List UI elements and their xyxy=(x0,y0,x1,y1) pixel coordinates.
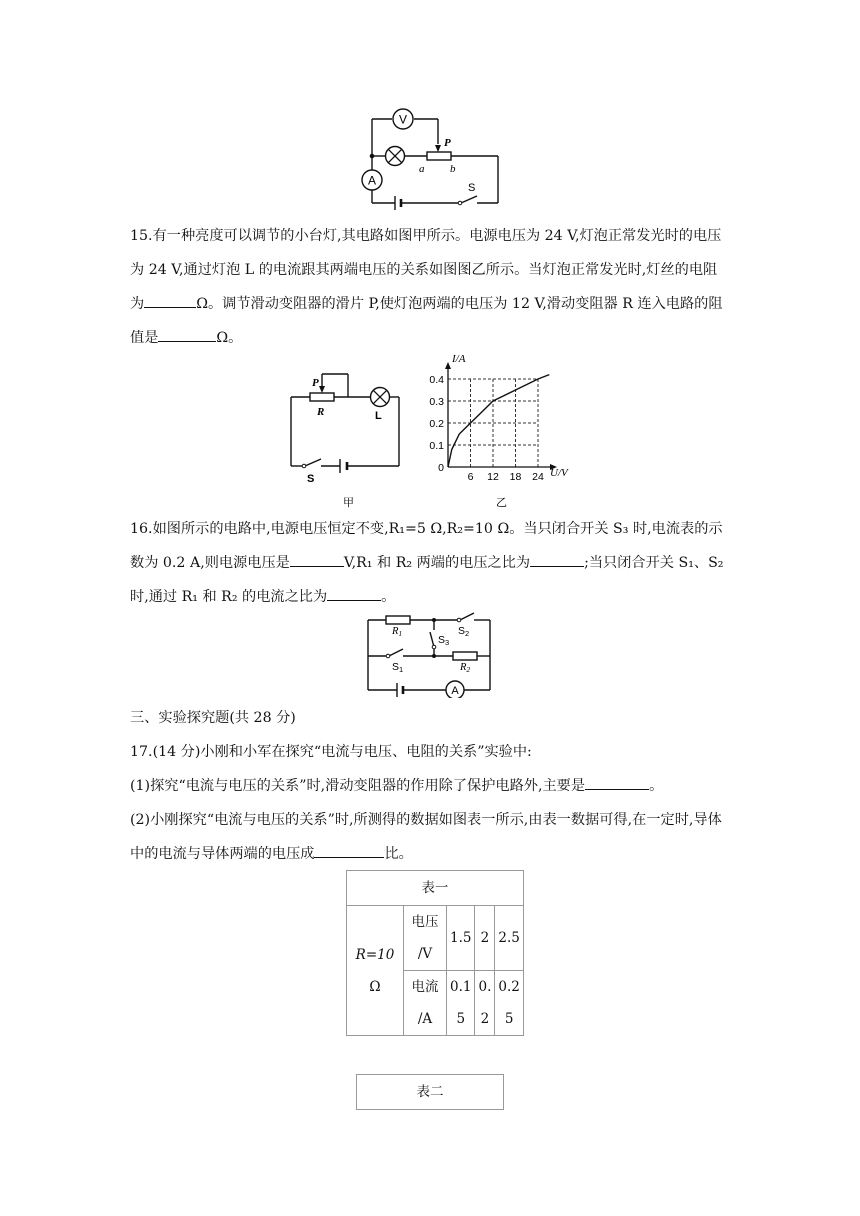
voltmeter-icon xyxy=(393,109,413,129)
svg-text:S: S xyxy=(468,182,476,194)
answer-blank[interactable] xyxy=(327,586,381,601)
s1-label: S1 xyxy=(392,661,404,674)
resistor-r2-icon xyxy=(453,652,477,660)
r1-label: R1 xyxy=(392,626,403,638)
svg-text:V: V xyxy=(398,112,408,127)
question-17-part2: (2)小刚探究“电流与电压的关系”时,所测得的数据如图表一所示,由表一数据可得,在一定时,导体中的电流与导体两端的电压成 比。 xyxy=(130,812,722,862)
y-tick-label: 0.4 xyxy=(429,374,444,386)
battery-icon xyxy=(395,196,401,210)
answer-blank[interactable] xyxy=(290,552,344,567)
lamp-icon xyxy=(371,388,390,407)
table-cell: 1.5 xyxy=(447,906,475,971)
y-axis-label: I/A xyxy=(452,353,466,365)
x-tick-label: 24 xyxy=(532,471,544,483)
answer-blank[interactable] xyxy=(144,293,196,308)
slider-label: P xyxy=(312,377,319,389)
x-axis-label: U/V xyxy=(550,467,568,479)
y-tick-label: 0.3 xyxy=(429,396,444,408)
current-header: 电流 /A xyxy=(404,971,447,1036)
end-b-label: b xyxy=(450,163,456,175)
x-tick-label: 12 xyxy=(487,471,499,483)
lamp-icon xyxy=(386,147,405,166)
resistance-label: R=10 Ω xyxy=(347,906,404,1036)
voltage-header: 电压 /V xyxy=(404,906,447,971)
question-17-intro: 17.(14 分)小刚和小军在探究“电流与电压、电阻的关系”实验中: xyxy=(130,744,532,760)
rheostat-label: R xyxy=(317,406,325,418)
battery-icon xyxy=(397,683,403,697)
table-cell: 2 xyxy=(475,906,495,971)
origin-label: 0 xyxy=(438,462,444,474)
table-title: 表一 xyxy=(347,871,524,906)
table-cell: 0. 2 xyxy=(475,971,495,1036)
switch-label: S xyxy=(307,473,315,485)
table-cell: 2.5 xyxy=(495,906,523,971)
y-tick-label: 0.1 xyxy=(429,440,444,452)
question-16-circuit xyxy=(364,610,494,698)
rheostat-icon xyxy=(310,393,334,401)
y-tick-label: 0.2 xyxy=(429,418,444,430)
s3-label: S3 xyxy=(438,634,450,647)
figure-caption: 甲 xyxy=(343,497,354,509)
table-cell: 0.2 5 xyxy=(495,971,523,1036)
slider-label: P xyxy=(444,137,451,149)
switch-s1-icon xyxy=(386,654,390,658)
answer-blank[interactable] xyxy=(314,843,384,858)
ammeter-icon xyxy=(446,681,464,698)
resistor-r1-icon xyxy=(386,616,410,624)
lamp-label: L xyxy=(375,410,382,422)
battery-icon xyxy=(340,459,347,473)
figure-caption: 乙 xyxy=(496,497,507,509)
section-3-heading: 三、实验探究题(共 28 分) xyxy=(130,710,296,726)
question-15-text: 15.有一种亮度可以调节的小台灯,其电路如图甲所示。电源电压为 24 V,灯泡正常发光时的电压为 24 V,通过灯泡 L 的电流跟其两端电压的关系如图图乙所示。当灯泡正常发光时,灯丝的电阻为 Ω。调节滑动变阻器的滑片 P,使灯泡两端的电压为 12 V,滑动变阻器 R 连入电路的阻值是 Ω。 xyxy=(130,228,723,346)
rheostat-icon xyxy=(427,152,451,160)
y-axis-arrow xyxy=(445,362,451,369)
svg-text:A: A xyxy=(367,173,377,188)
question-16-text: 16.如图所示的电路中,电源电压恒定不变,R₁=5 Ω,R₂=10 Ω。当只闭合开关 S₃ 时,电流表的示数为 0.2 A,则电源电压是 V,R₁ 和 R₂ 两端的电压之比为 ;当只闭合开关 S₁、S₂ 时,通过 R₁ 和 R₂ 的电流之比为 。 xyxy=(130,521,724,605)
switch-icon xyxy=(302,464,306,468)
end-a-label: a xyxy=(419,163,425,175)
iu-curve xyxy=(448,375,549,467)
table-cell: 0.1 5 xyxy=(447,971,475,1036)
s2-label: S2 xyxy=(458,625,470,638)
answer-blank[interactable] xyxy=(585,775,649,790)
switch-icon xyxy=(458,182,475,205)
svg-text:A: A xyxy=(451,685,459,697)
x-tick-label: 18 xyxy=(509,471,522,483)
ammeter-icon xyxy=(362,170,382,190)
switch-s3-icon xyxy=(432,645,436,649)
switch-s2-icon xyxy=(457,618,461,622)
data-table-1 xyxy=(346,870,524,1036)
answer-blank[interactable] xyxy=(158,327,216,342)
figure-yi-iu-chart xyxy=(420,350,580,512)
top-circuit-diagram xyxy=(355,104,505,214)
r2-label: R2 xyxy=(460,662,471,674)
data-table-2-title: 表二 xyxy=(356,1074,504,1110)
question-17-part1: (1)探究“电流与电压的关系”时,滑动变阻器的作用除了保护电路外,主要是 。 xyxy=(130,769,730,803)
figure-jia-circuit xyxy=(285,364,410,512)
answer-blank[interactable] xyxy=(530,552,584,567)
x-tick-label: 6 xyxy=(467,471,474,483)
